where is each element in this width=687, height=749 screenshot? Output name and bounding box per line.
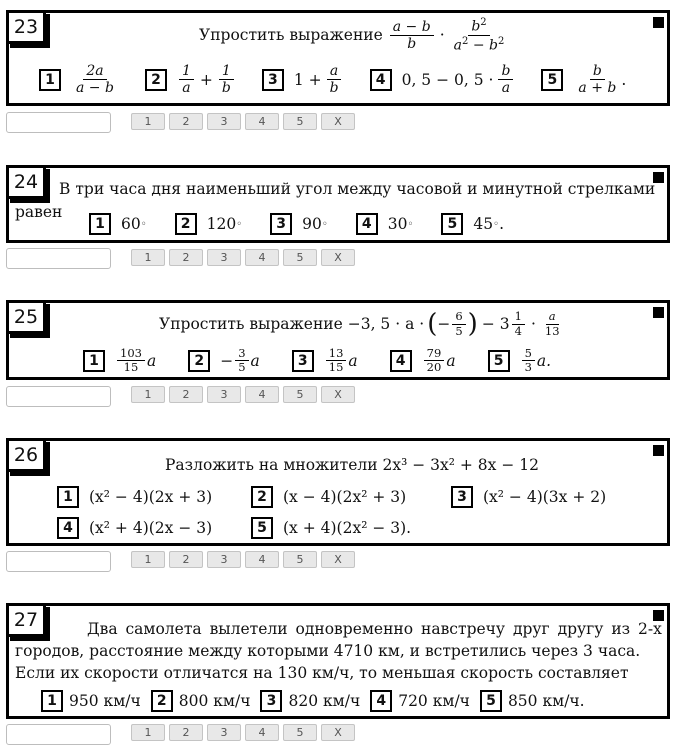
option-number[interactable]: 5 (488, 350, 510, 372)
task-24-card (6, 165, 670, 243)
task-27-question-line2: городов, расстояние между которыми 4710 км, и встретились через 3 часа. (15, 642, 641, 660)
option-number[interactable]: 1 (57, 486, 79, 508)
flag-icon[interactable] (653, 307, 664, 318)
task-26-card (6, 438, 670, 546)
answer-button-4[interactable]: 4 (245, 113, 279, 130)
answer-buttons (131, 113, 355, 130)
option-number[interactable]: 2 (151, 690, 173, 712)
task-26-options-row1 (57, 486, 606, 508)
answer-button-4[interactable]: 4 (245, 386, 279, 403)
answer-button-5[interactable]: 5 (283, 551, 317, 568)
option-number[interactable]: 1 (41, 690, 63, 712)
flag-icon[interactable] (653, 445, 664, 456)
answer-button-5[interactable]: 5 (283, 724, 317, 741)
option-3[interactable]: 3 (x² − 4)(3x + 2) (451, 486, 606, 508)
option-1[interactable]: 1 (x² − 4)(2x + 3) (57, 486, 251, 508)
task-27-question-line1: Два самолета вылетели одновременно навстречу друг другу из 2-х (87, 620, 662, 638)
task-26-options-row2 (57, 517, 411, 539)
task-number: 26 (6, 438, 46, 472)
answer-button-1[interactable]: 1 (131, 113, 165, 130)
option-4[interactable]: 4 $\frac{79}{20}$ a (390, 347, 456, 374)
option-1[interactable]: 1 $\frac{2a}{a - b}$ (39, 63, 119, 96)
option-1[interactable]: 1 60 ◦ (89, 213, 147, 235)
option-number[interactable]: 5 (441, 213, 463, 235)
answer-buttons (131, 386, 355, 403)
option-number[interactable]: 5 (541, 69, 563, 91)
task-26-question: Разложить на множители 2x³ − 3x² + 8x − 12 (165, 456, 539, 474)
answer-input[interactable] (6, 112, 111, 133)
task-number: 23 (6, 10, 46, 44)
answer-input[interactable] (6, 386, 111, 407)
answer-button-2[interactable]: 2 (169, 386, 203, 403)
answer-button-2[interactable]: 2 (169, 113, 203, 130)
option-number[interactable]: 1 (89, 213, 111, 235)
answer-input[interactable] (6, 551, 111, 572)
option-number[interactable]: 3 (270, 213, 292, 235)
answer-input[interactable] (6, 724, 111, 745)
answer-button-4[interactable]: 4 (245, 724, 279, 741)
answer-button-4[interactable]: 4 (245, 551, 279, 568)
task-24-question: В три часа дня наименьший угол между часовой и минутной стрелками (59, 180, 656, 198)
option-5[interactable]: 5 45 ◦ . (441, 213, 504, 235)
option-number[interactable]: 3 (262, 69, 284, 91)
answer-button-1[interactable]: 1 (131, 724, 165, 741)
answer-button-2[interactable]: 2 (169, 249, 203, 266)
task-23-question: Упростить выражение $\frac{a - b}{b}$ · $\frac{b^2}{a^2 - b^2}$ (199, 17, 509, 54)
clear-button[interactable]: X (321, 249, 355, 266)
option-number[interactable]: 1 (83, 350, 105, 372)
option-5[interactable]: 5 (x + 4)(2x² − 3). (251, 517, 411, 539)
task-number: 27 (6, 603, 46, 637)
option-2[interactable]: 2 − $\frac{3}{5}$ a (188, 347, 260, 374)
task-24-question-cont: равен (15, 203, 63, 221)
clear-button[interactable]: X (321, 724, 355, 741)
option-1[interactable]: 1 950 км/ч (41, 690, 141, 712)
option-number[interactable]: 4 (57, 517, 79, 539)
task-27-options (41, 690, 585, 712)
answer-button-5[interactable]: 5 (283, 386, 317, 403)
option-1[interactable]: 1 $\frac{103}{15}$ a (83, 347, 156, 374)
clear-button[interactable]: X (321, 551, 355, 568)
option-4[interactable]: 4 0, 5 − 0, 5 · $\frac{b}{a}$ (370, 63, 516, 96)
option-3[interactable]: 3 820 км/ч (260, 690, 360, 712)
option-3[interactable]: 3 $\frac{13}{15}$ a (292, 347, 358, 374)
fraction: $\frac{a - b}{b}$ (390, 19, 434, 52)
option-number[interactable]: 3 (292, 350, 314, 372)
option-5[interactable]: 5 $\frac{5}{3}$ a. (488, 347, 552, 374)
task-25-options (83, 347, 551, 374)
option-number[interactable]: 2 (188, 350, 210, 372)
option-number[interactable]: 2 (175, 213, 197, 235)
option-number[interactable]: 2 (145, 69, 167, 91)
task-23-options (39, 63, 626, 96)
option-3[interactable]: 3 90 ◦ (270, 213, 328, 235)
option-number[interactable]: 5 (251, 517, 273, 539)
option-number[interactable]: 5 (480, 690, 502, 712)
option-number[interactable]: 1 (39, 69, 61, 91)
option-4[interactable]: 4 30 ◦ (356, 213, 414, 235)
option-5[interactable]: 5 850 км/ч. (480, 690, 585, 712)
answer-button-1[interactable]: 1 (131, 386, 165, 403)
answer-button-3[interactable]: 3 (207, 724, 241, 741)
option-3[interactable]: 3 1 + $\frac{a}{b}$ (262, 63, 344, 96)
task-23-card (6, 10, 670, 106)
task-25-question: Упростить выражение −3, 5 · a · ( − $\frac{6}{5}$ ) − 3 $\frac{1}{4}$ · $\frac{a}{13}$ (159, 309, 560, 339)
clear-button[interactable]: X (321, 113, 355, 130)
option-4[interactable]: 4 720 км/ч (370, 690, 470, 712)
task-24-options (89, 213, 504, 235)
answer-button-3[interactable]: 3 (207, 551, 241, 568)
option-number[interactable]: 3 (260, 690, 282, 712)
option-2[interactable]: 2 800 км/ч (151, 690, 251, 712)
option-2[interactable]: 2 $\frac{1}{a}$ + $\frac{1}{b}$ (145, 63, 236, 96)
answer-button-2[interactable]: 2 (169, 551, 203, 568)
option-4[interactable]: 4 (x² + 4)(2x − 3) (57, 517, 251, 539)
answer-button-3[interactable]: 3 (207, 249, 241, 266)
answer-button-2[interactable]: 2 (169, 724, 203, 741)
answer-buttons (131, 249, 355, 266)
option-5[interactable]: 5 $\frac{b}{a + b}$ . (541, 63, 626, 96)
task-number: 24 (6, 165, 46, 199)
option-number[interactable]: 4 (390, 350, 412, 372)
answer-button-1[interactable]: 1 (131, 551, 165, 568)
option-number[interactable]: 4 (370, 69, 392, 91)
option-number[interactable]: 3 (451, 486, 473, 508)
task-27-card (6, 603, 670, 719)
option-number[interactable]: 4 (370, 690, 392, 712)
task-25-card (6, 300, 670, 380)
option-number[interactable]: 4 (356, 213, 378, 235)
option-2[interactable]: 2 120 ◦ (175, 213, 243, 235)
fraction: $\frac{b^2}{a^2 - b^2}$ (453, 17, 505, 54)
answer-button-4[interactable]: 4 (245, 249, 279, 266)
answer-button-5[interactable]: 5 (283, 249, 317, 266)
clear-button[interactable]: X (321, 386, 355, 403)
answer-buttons (131, 551, 355, 568)
flag-icon[interactable] (653, 17, 664, 28)
option-2[interactable]: 2 (x − 4)(2x² + 3) (251, 486, 451, 508)
answer-button-3[interactable]: 3 (207, 113, 241, 130)
answer-button-3[interactable]: 3 (207, 386, 241, 403)
task-number: 25 (6, 300, 46, 334)
option-number[interactable]: 2 (251, 486, 273, 508)
answer-button-5[interactable]: 5 (283, 113, 317, 130)
task-27-question-line3: Если их скорости отличатся на 130 км/ч, то меньшая скорость составляет (15, 664, 629, 682)
answer-buttons (131, 724, 355, 741)
answer-input[interactable] (6, 248, 111, 269)
answer-button-1[interactable]: 1 (131, 249, 165, 266)
